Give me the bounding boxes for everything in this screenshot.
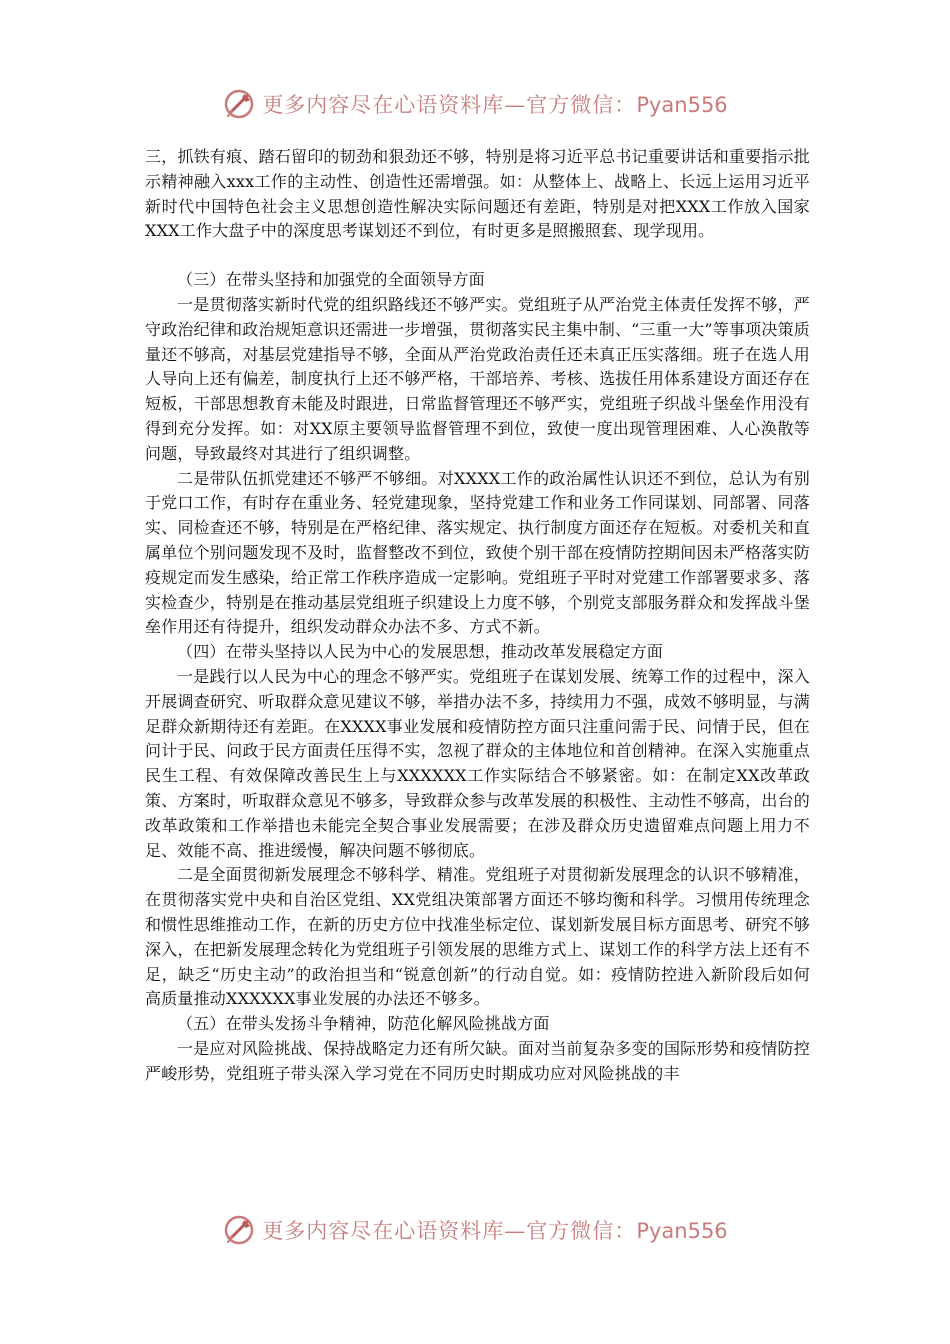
document-body <box>145 145 810 1086</box>
watermark-header <box>0 84 950 124</box>
pen-logo-icon <box>222 87 256 121</box>
watermark-text: 更多内容尽在心语资料库—官方微信：Pyan556 <box>262 93 728 117</box>
paragraph: 一是贯彻落实新时代党的组织路线还不够严实。党组班子从严治党主体责任发挥不够，严守政治纪律和政治规矩意识还需进一步增强，贯彻落实民主集中制、“三重一大”等事项决策质量还不够高，对基层党建指导不够，全面从严治党政治责任还未真正压实落细。班子在选人用人导向上还有偏差，制度执行上还不够严格，干部培养、考核、选拔任用体系建设方面还存在短板，干部思想教育未能及时跟进，日常监督管理还不够严实，党组班子织战斗堡垒作用没有得到充分发挥。如：对XX原主要领导监督管理不到位，致使一度出现管理困难、人心涣散等问题，导致最终对其进行了组织调整。 <box>145 294 810 463</box>
watermark-text: 更多内容尽在心语资料库—官方微信：Pyan556 <box>262 1219 728 1243</box>
section-heading: （三）在带头坚持和加强党的全面领导方面 <box>177 270 485 290</box>
paragraph: 三，抓铁有痕、踏石留印的韧劲和狠劲还不够，特别是将习近平总书记重要讲话和重要指示批示精神融入xxx工作的主动性、创造性还需增强。如：从整体上、战略上、长远上运用习近平新时代中国特色社会主义思想创造性解决实际问题还有差距，特别是对把XXX工作放入国家XXX工作大盘子中的深度思考谋划还不到位，有时更多是照搬照套、现学现用。 <box>145 147 810 241</box>
watermark-id: Pyan556 <box>636 1219 728 1243</box>
watermark-id: Pyan556 <box>636 93 728 117</box>
pen-logo-icon <box>222 1213 256 1247</box>
paragraph: 一是应对风险挑战、保持战略定力还有所欠缺。面对当前复杂多变的国际形势和疫情防控严峻形势，党组班子带头深入学习党在不同历史时期成功应对风险挑战的丰 <box>145 1038 810 1083</box>
section-heading: （四）在带头坚持以人民为中心的发展思想，推动改革发展稳定方面 <box>177 642 664 662</box>
paragraph: 二是全面贯彻新发展理念不够科学、精准。党组班子对贯彻新发展理念的认识不够精准，在贯彻落实党中央和自治区党组、XX党组决策部署方面还不够均衡和科学。习惯用传统理念和惯性思维推动工作，在新的历史方位中找准坐标定位、谋划新发展目标方面思考、研究不够深入，在把新发展理念转化为党组班子引领发展的思维方式上、谋划工作的科学方法上还有不足，缺乏“历史主动”的政治担当和“锐意创新”的行动自觉。如：疫情防控进入新阶段后如何高质量推动XXXXXX事业发展的办法还不够多。 <box>145 865 810 1009</box>
section-heading: （五）在带头发扬斗争精神，防范化解风险挑战方面 <box>177 1014 550 1034</box>
watermark-footer <box>0 1210 950 1250</box>
paragraph: 一是践行以人民为中心的理念不够严实。党组班子在谋划发展、统筹工作的过程中，深入开展调查研究、听取群众意见建议不够，举措办法不多，持续用力不强，成效不够明显，与满足群众新期待还有差距。在XXXX事业发展和疫情防控方面只注重问需于民、问情于民，但在问计于民、问政于民方面责任压得不实，忽视了群众的主体地位和首创精神。在深入实施重点民生工程、有效保障改善民生上与XXXXXX工作实际结合不够紧密。如：在制定XX改革政策、方案时，听取群众意见不够多，导致群众参与改革发展的积极性、主动性不够高，出台的改革政策和工作举措也未能完全契合事业发展需要；在涉及群众历史遗留难点问题上用力不足、效能不高、推进缓慢，解决问题不够彻底。 <box>145 666 810 860</box>
paragraph: 二是带队伍抓党建还不够严不够细。对XXXX工作的政治属性认识还不到位，总认为有别于党口工作，有时存在重业务、轻党建现象，坚持党建工作和业务工作同谋划、同部署、同落实、同检查还不够，特别是在严格纪律、落实规定、执行制度方面还存在短板。对委机关和直属单位个别问题发现不及时，监督整改不到位，致使个别干部在疫情防控期间因未严格落实防疫规定而发生感染，给正常工作秩序造成一定影响。党组班子平时对党建工作部署要求多、落实检查少，特别是在推动基层党组班子织建设上力度不够，个别党支部服务群众和发挥战斗堡垒作用还有待提升，组织发动群众办法不多、方式不新。 <box>145 468 810 637</box>
